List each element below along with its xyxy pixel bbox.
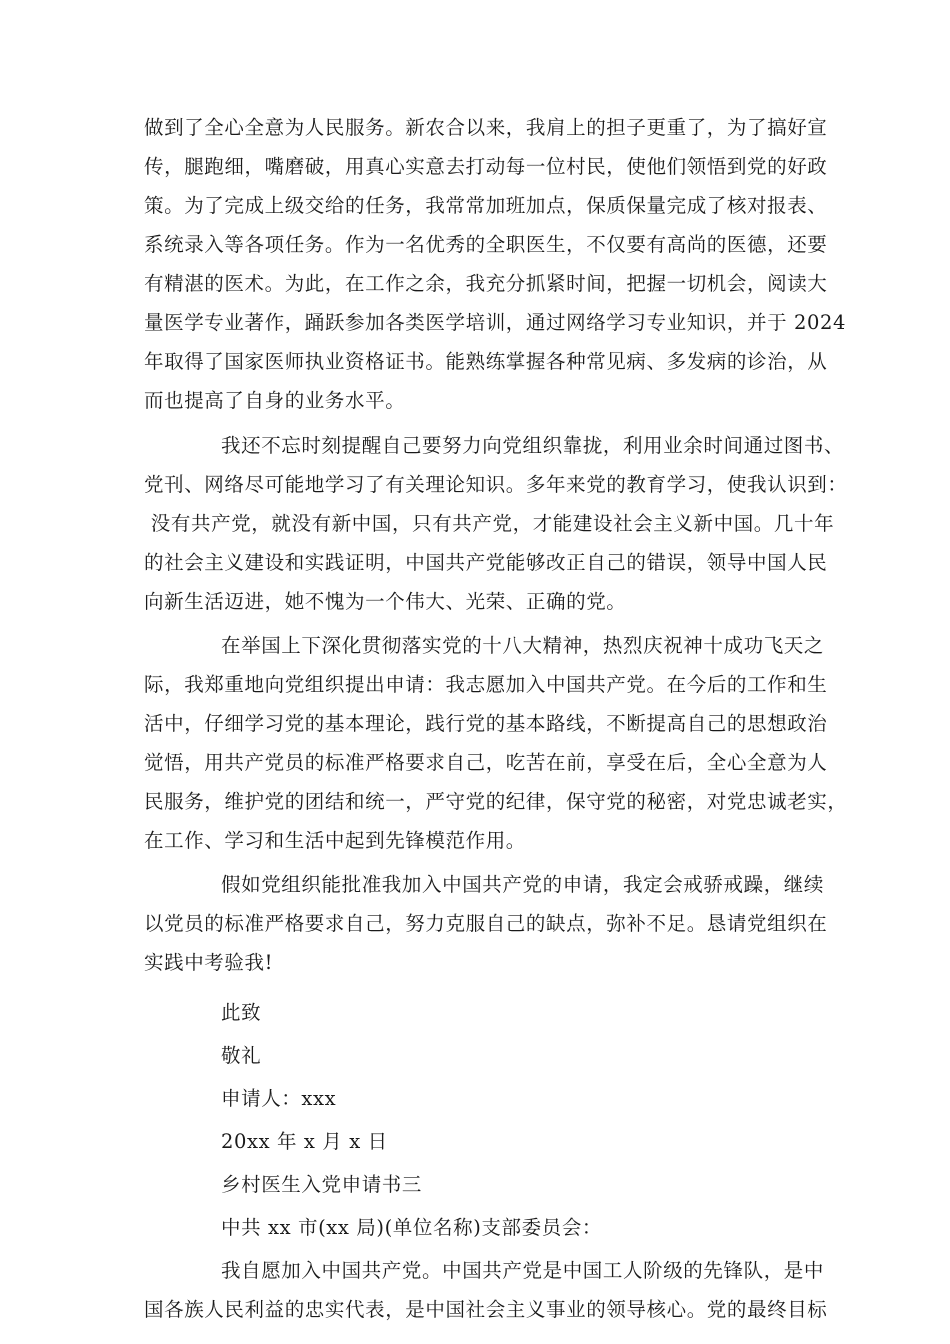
text-line: 而也提高了自身的业务水平。 [144,389,406,412]
text-line: 觉悟，用共产党员的标准严格要求自己，吃苦在前，享受在后，全心全意为人 [144,751,828,774]
closing-salutation: 此致 [221,1001,262,1024]
text-line: 在工作、学习和生活中起到先锋模范作用。 [144,829,526,852]
text-line: 际，我郑重地向党组织提出申请：我志愿加入中国共产党。在今后的工作和生 [144,673,828,696]
section-title: 乡村医生入党申请书三 [221,1173,423,1196]
paragraph-start-line: 在举国上下深化贯彻落实党的十八大精神，热烈庆祝神十成功飞天之 [221,634,825,657]
text-line: 活中，仔细学习党的基本理论，践行党的基本路线，不断提高自己的思想政治 [144,712,828,735]
text-line: 传，腿跑细，嘴磨破，用真心实意去打动每一位村民，使他们领悟到党的好政 [144,155,828,178]
text-line: 国各族人民利益的忠实代表，是中国社会主义事业的领导核心。党的最终目标 [144,1298,828,1321]
paragraph-start-line: 我还不忘时刻提醒自己要努力向党组织靠拢，利用业余时间通过图书、 [221,434,845,457]
applicant-signature: 申请人：xxx [221,1087,337,1110]
paragraph-start-line: 我自愿加入中国共产党。中国共产党是中国工人阶级的先锋队，是中 [221,1259,825,1282]
text-line: 量医学专业著作，踊跃参加各类医学培训，通过网络学习专业知识，并于 2024 [144,311,847,334]
closing-regards: 敬礼 [221,1044,262,1067]
text-line: 向新生活迈进，她不愧为一个伟大、光荣、正确的党。 [144,590,627,613]
paragraph-start-line: 假如党组织能批准我加入中国共产党的申请，我定会戒骄戒躁，继续 [221,873,825,896]
text-line: 的社会主义建设和实践证明，中国共产党能够改正自己的错误，领导中国人民 [144,551,828,574]
text-line: 年取得了国家医师执业资格证书。能熟练掌握各种常见病、多发病的诊治，从 [144,350,828,373]
text-line: 系统录入等各项任务。作为一名优秀的全职医生，不仅要有高尚的医德，还要 [144,233,828,256]
text-line: 策。为了完成上级交给的任务，我常常加班加点，保质保量完成了核对报表、 [144,194,828,217]
text-line: 实践中考验我! [144,951,274,974]
application-date: 20xx 年 x 月 x 日 [221,1130,388,1153]
text-line: 以党员的标准严格要求自己，努力克服自己的缺点，弥补不足。恳请党组织在 [144,912,828,935]
text-line: 党刊、网络尽可能地学习了有关理论知识。多年来党的教育学习，使我认识到： [144,473,848,496]
text-line: 民服务，维护党的团结和统一，严守党的纪律，保守党的秘密，对党忠诚老实， [144,790,848,813]
text-line: 有精湛的医术。为此，在工作之余，我充分抓紧时间，把握一切机会，阅读大 [144,272,828,295]
text-line: 做到了全心全意为人民服务。新农合以来，我肩上的担子更重了，为了搞好宣 [144,116,828,139]
text-line: 没有共产党，就没有新中国，只有共产党，才能建设社会主义新中国。几十年 [144,512,835,535]
addressee-line: 中共 xx 市(xx 局)(单位名称)支部委员会： [221,1216,603,1239]
